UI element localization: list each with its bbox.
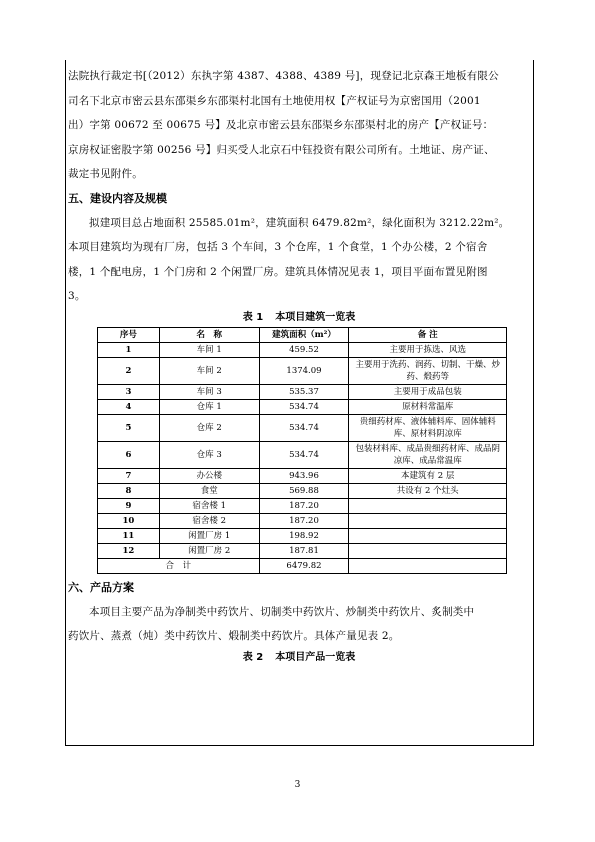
table-row [98, 384, 507, 399]
products-paragraph [68, 600, 530, 649]
cell-note [349, 543, 507, 558]
cell-seq: 7 [98, 468, 160, 483]
cell-area: 1374.09 [259, 357, 349, 384]
cell-name: 仓库 1 [159, 399, 259, 414]
table-row [98, 513, 507, 528]
table2-caption-title: 本项目产品一览表 [275, 651, 356, 663]
cell-seq: 4 [98, 399, 160, 414]
cell-area: 187.20 [259, 513, 349, 528]
cell-area: 535.37 [259, 384, 349, 399]
cell-area: 187.81 [259, 543, 349, 558]
cell-seq: 8 [98, 483, 160, 498]
cell-name: 仓库 3 [159, 441, 259, 468]
cell-note: 原材料常温库 [349, 399, 507, 414]
table-row [98, 441, 507, 468]
cell-name: 仓库 2 [159, 414, 259, 441]
intro-line: 法院执行裁定书[（2012）东执字第 4387、4388、4389 号]，现登记北京森王地板有限公 [68, 70, 499, 82]
cell-seq: 3 [98, 384, 160, 399]
paragraph-line: 药饮片、蒸煮（炖）类中药饮片、煅制类中药饮片。具体产量见表 2。 [68, 630, 400, 642]
cell-note [349, 528, 507, 543]
table-row [98, 498, 507, 513]
cell-name: 食堂 [159, 483, 259, 498]
total-area: 6479.82 [259, 558, 349, 573]
cell-area: 534.74 [259, 441, 349, 468]
cell-seq: 6 [98, 441, 160, 468]
cell-name: 办公楼 [159, 468, 259, 483]
intro-paragraph [68, 64, 530, 187]
intro-line: 出）字第 00672 至 00675 号】及北京市密云县东邵渠乡东邵渠村北的房产【产权证号： [68, 119, 494, 131]
cell-name: 闲置厂房 2 [159, 543, 259, 558]
cell-area: 534.74 [259, 399, 349, 414]
cell-name: 车间 3 [159, 384, 259, 399]
cell-name: 车间 2 [159, 357, 259, 384]
cell-name: 闲置厂房 1 [159, 528, 259, 543]
cell-name: 宿舍楼 2 [159, 513, 259, 528]
total-label: 合 计 [98, 558, 260, 573]
intro-line: 司名下北京市密云县东邵渠乡东邵渠村北国有土地使用权【产权证号为京密国用（2001 [68, 94, 481, 107]
table2-caption-number: 表 2 [242, 651, 264, 663]
cell-note: 贵细药材库、液体辅料库、固体辅料库、原材料阴凉库 [349, 414, 507, 441]
cell-note [349, 513, 507, 528]
table2-caption [68, 649, 530, 667]
cell-area: 459.52 [259, 342, 349, 357]
document-body [68, 64, 530, 667]
cell-seq: 12 [98, 543, 160, 558]
cell-note: 主要用于成品包装 [349, 384, 507, 399]
cell-area: 187.20 [259, 498, 349, 513]
table-row [98, 414, 507, 441]
paragraph-line: 3。 [68, 290, 86, 302]
table1-caption [68, 309, 530, 327]
cell-seq: 1 [98, 342, 160, 357]
cell-note: 共设有 2 个灶头 [349, 483, 507, 498]
section-heading-products: 六、产品方案 [68, 580, 134, 594]
cell-name: 车间 1 [159, 342, 259, 357]
cell-area: 534.74 [259, 414, 349, 441]
section-heading-construction: 五、建设内容及规模 [68, 191, 167, 205]
paragraph-line: 本项目建筑均为现有厂房，包括 3 个车间，3 个仓库，1 个食堂，1 个办公楼，2 个宿舍 [68, 241, 488, 253]
cell-seq: 9 [98, 498, 160, 513]
paragraph-line: 本项目主要产品为净制类中药饮片、切制类中药饮片、炒制类中药饮片、炙制类中 [89, 605, 475, 618]
cell-note: 包装材料库、成品贵细药材库、成品阴凉库、成品常温库 [349, 441, 507, 468]
table1-caption-number: 表 1 [242, 311, 264, 323]
paragraph-line: 楼，1 个配电房，1 个门房和 2 个闲置厂房。建筑具体情况见表 1，项目平面布置见附图 [68, 265, 488, 278]
cell-note: 主要用于拣选、风选 [349, 342, 507, 357]
paragraph-line: 拟建项目总占地面积 25585.01m²，建筑面积 6479.82m²，绿化面积为 3212.22m²。 [89, 216, 510, 229]
intro-line: 裁定书见附件。 [68, 168, 143, 180]
cell-seq: 10 [98, 513, 160, 528]
table-row [98, 528, 507, 543]
table-row [98, 342, 507, 357]
cell-name: 宿舍楼 1 [159, 498, 259, 513]
table-header-row [98, 327, 507, 342]
header-note: 备 注 [349, 327, 507, 342]
cell-note: 本建筑有 2 层 [349, 468, 507, 483]
table1-caption-title: 本项目建筑一览表 [275, 311, 356, 323]
construction-paragraph [68, 211, 530, 309]
table-row [98, 543, 507, 558]
table-row [98, 399, 507, 414]
cell-note [349, 498, 507, 513]
table-row [98, 468, 507, 483]
table-row [98, 483, 507, 498]
cell-note [349, 558, 507, 573]
cell-seq: 5 [98, 414, 160, 441]
header-name: 名 称 [159, 327, 259, 342]
cell-area: 943.96 [259, 468, 349, 483]
cell-note: 主要用于洗药、润药、切制、干燥、炒药、煅药等 [349, 357, 507, 384]
intro-line: 京房权证密股字第 00256 号】归买受人北京石中钰投资有限公司所有。土地证、房产证、 [68, 143, 495, 156]
table-total-row [98, 558, 507, 573]
table-row [98, 357, 507, 384]
buildings-table [97, 327, 507, 574]
cell-area: 569.88 [259, 483, 349, 498]
header-seq: 序号 [98, 327, 160, 342]
cell-seq: 11 [98, 528, 160, 543]
cell-area: 198.92 [259, 528, 349, 543]
cell-seq: 2 [98, 357, 160, 384]
page-number: 3 [294, 780, 301, 790]
header-area: 建筑面积（m²） [259, 327, 349, 342]
